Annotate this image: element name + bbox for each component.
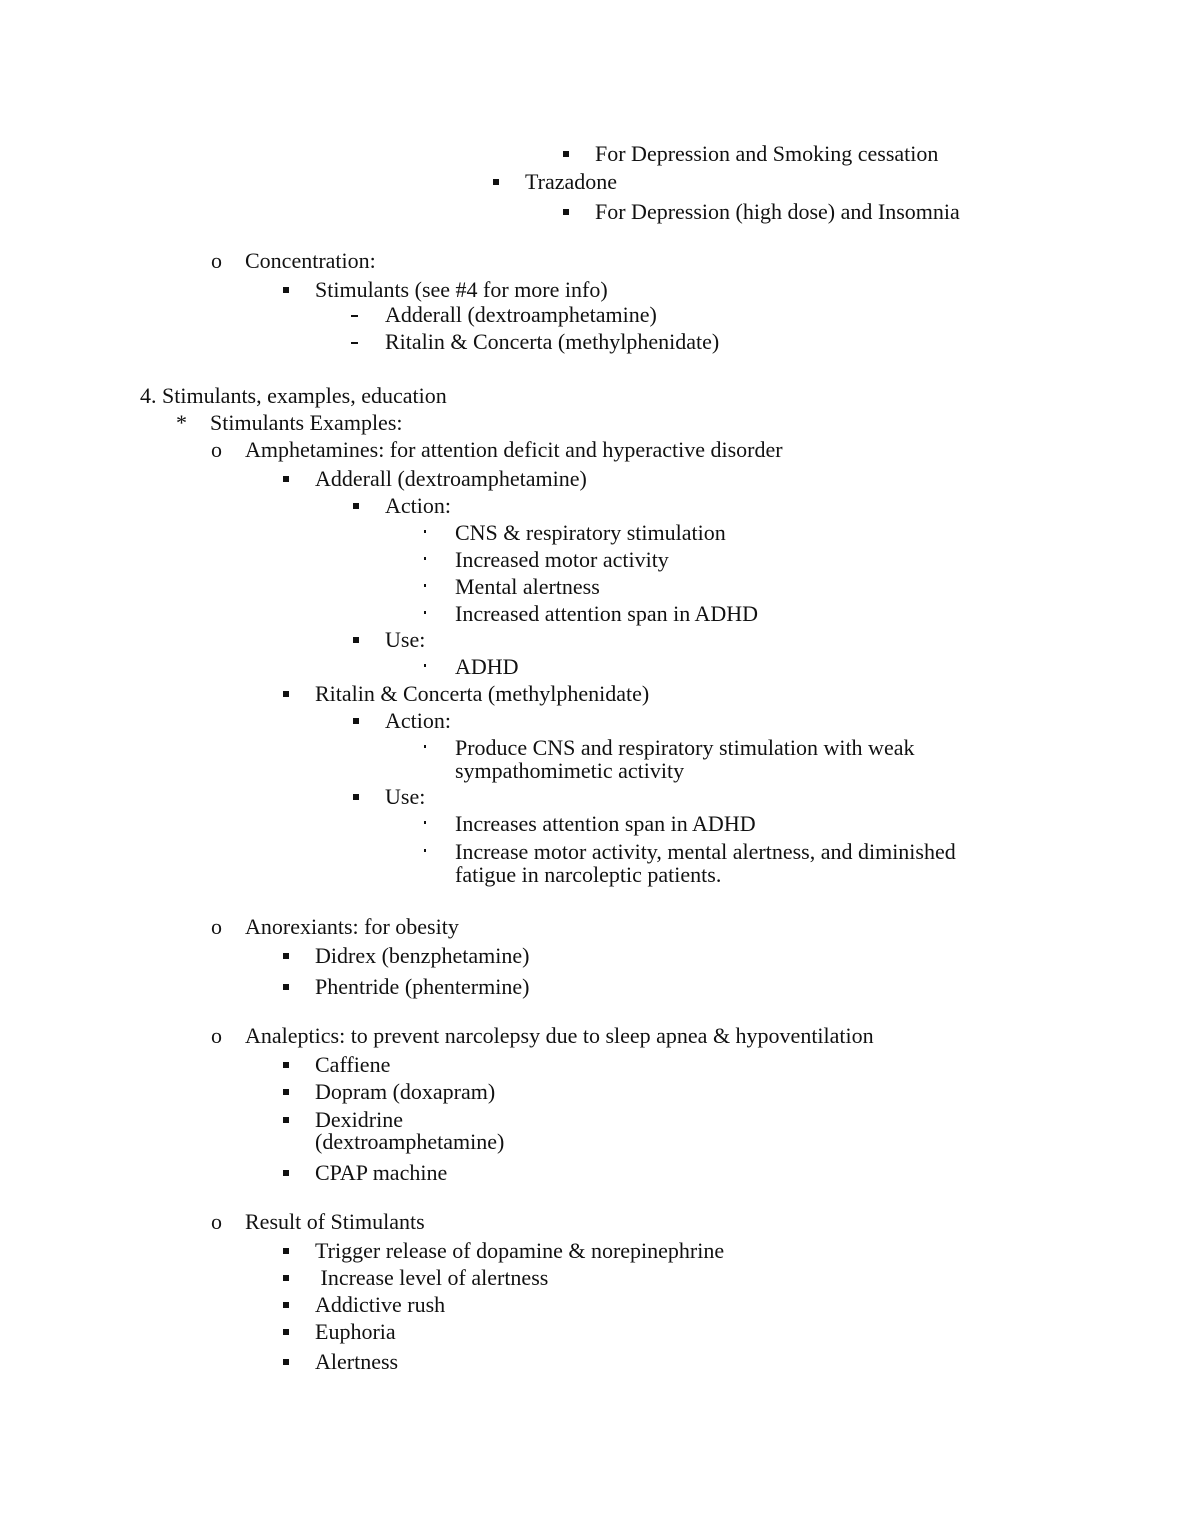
square-bullet-icon bbox=[283, 953, 289, 959]
dot-bullet-icon bbox=[424, 849, 426, 852]
circle-bullet-icon: o bbox=[211, 914, 222, 939]
square-bullet-icon bbox=[493, 179, 499, 185]
square-bullet-icon bbox=[283, 1062, 289, 1068]
dot-bullet-icon bbox=[424, 611, 426, 614]
list-item-continuation: (dextroamphetamine) bbox=[315, 1129, 505, 1154]
list-item: Action: bbox=[385, 708, 451, 733]
list-item: Anorexiants: for obesity bbox=[245, 914, 459, 939]
section-heading: 4. Stimulants, examples, education bbox=[140, 383, 447, 408]
list-item: Ritalin & Concerta (methylphenidate) bbox=[315, 681, 650, 706]
dot-bullet-icon bbox=[424, 664, 426, 667]
list-item: Increase motor activity, mental alertness, and diminished bbox=[455, 839, 956, 864]
list-item: Trigger release of dopamine & norepinephrine bbox=[315, 1238, 725, 1263]
list-item: Stimulants Examples: bbox=[210, 410, 403, 435]
list-item: Mental alertness bbox=[455, 574, 600, 599]
square-bullet-icon bbox=[283, 1117, 289, 1123]
list-item: Dopram (doxapram) bbox=[315, 1079, 496, 1104]
list-item: Result of Stimulants bbox=[245, 1209, 425, 1234]
square-bullet-icon bbox=[283, 476, 289, 482]
list-item: Didrex (benzphetamine) bbox=[315, 943, 530, 968]
asterisk-bullet-icon: * bbox=[176, 410, 187, 435]
list-item: Increased attention span in ADHD bbox=[455, 601, 759, 626]
list-item-continuation: sympathomimetic activity bbox=[455, 758, 685, 783]
list-item: Action: bbox=[385, 493, 451, 518]
dot-bullet-icon bbox=[424, 557, 426, 560]
square-bullet-icon bbox=[283, 1329, 289, 1335]
list-item: Adderall (dextroamphetamine) bbox=[385, 302, 657, 327]
dot-bullet-icon bbox=[424, 584, 426, 587]
list-item: Use: bbox=[385, 627, 426, 652]
dot-bullet-icon bbox=[424, 821, 426, 824]
dash-bullet-icon bbox=[351, 342, 358, 344]
list-item: Ritalin & Concerta (methylphenidate) bbox=[385, 329, 720, 354]
list-item: ADHD bbox=[455, 654, 519, 679]
dot-bullet-icon bbox=[424, 530, 426, 533]
list-item: CNS & respiratory stimulation bbox=[455, 520, 726, 545]
square-bullet-icon bbox=[283, 1170, 289, 1176]
square-bullet-icon bbox=[283, 1248, 289, 1254]
circle-bullet-icon: o bbox=[211, 1209, 222, 1234]
square-bullet-icon bbox=[283, 287, 289, 293]
list-item: CPAP machine bbox=[315, 1160, 448, 1185]
list-item: Amphetamines: for attention deficit and hyperactive disorder bbox=[245, 437, 783, 462]
square-bullet-icon bbox=[563, 151, 569, 157]
list-item: Stimulants (see #4 for more info) bbox=[315, 277, 608, 302]
circle-bullet-icon: o bbox=[211, 248, 222, 273]
list-item: Dexidrine bbox=[315, 1107, 403, 1132]
square-bullet-icon bbox=[283, 691, 289, 697]
square-bullet-icon bbox=[283, 1302, 289, 1308]
square-bullet-icon bbox=[283, 1089, 289, 1095]
circle-bullet-icon: o bbox=[211, 1023, 222, 1048]
list-item: Phentride (phentermine) bbox=[315, 974, 530, 999]
square-bullet-icon bbox=[353, 718, 359, 724]
square-bullet-icon bbox=[353, 503, 359, 509]
dot-bullet-icon bbox=[424, 745, 426, 748]
square-bullet-icon bbox=[353, 637, 359, 643]
list-item: Caffiene bbox=[315, 1052, 391, 1077]
dash-bullet-icon bbox=[351, 315, 358, 317]
list-item: Analeptics: to prevent narcolepsy due to sleep apnea & hypoventilation bbox=[245, 1023, 874, 1048]
list-item: Increases attention span in ADHD bbox=[455, 811, 756, 836]
list-item: Concentration: bbox=[245, 248, 376, 273]
list-item: For Depression (high dose) and Insomnia bbox=[595, 199, 960, 224]
list-item: Increase level of alertness bbox=[315, 1265, 549, 1290]
list-item: Use: bbox=[385, 784, 426, 809]
square-bullet-icon bbox=[353, 794, 359, 800]
square-bullet-icon bbox=[563, 209, 569, 215]
list-item: Addictive rush bbox=[315, 1292, 446, 1317]
list-item: For Depression and Smoking cessation bbox=[595, 141, 939, 166]
circle-bullet-icon: o bbox=[211, 437, 222, 462]
list-item: Trazadone bbox=[525, 169, 618, 194]
square-bullet-icon bbox=[283, 984, 289, 990]
list-item: Produce CNS and respiratory stimulation with weak bbox=[455, 735, 915, 760]
square-bullet-icon bbox=[283, 1359, 289, 1365]
list-item: Alertness bbox=[315, 1349, 399, 1374]
square-bullet-icon bbox=[283, 1275, 289, 1281]
list-item: Euphoria bbox=[315, 1319, 396, 1344]
list-item-continuation: fatigue in narcoleptic patients. bbox=[455, 862, 722, 887]
list-item: Increased motor activity bbox=[455, 547, 669, 572]
list-item: Adderall (dextroamphetamine) bbox=[315, 466, 587, 491]
